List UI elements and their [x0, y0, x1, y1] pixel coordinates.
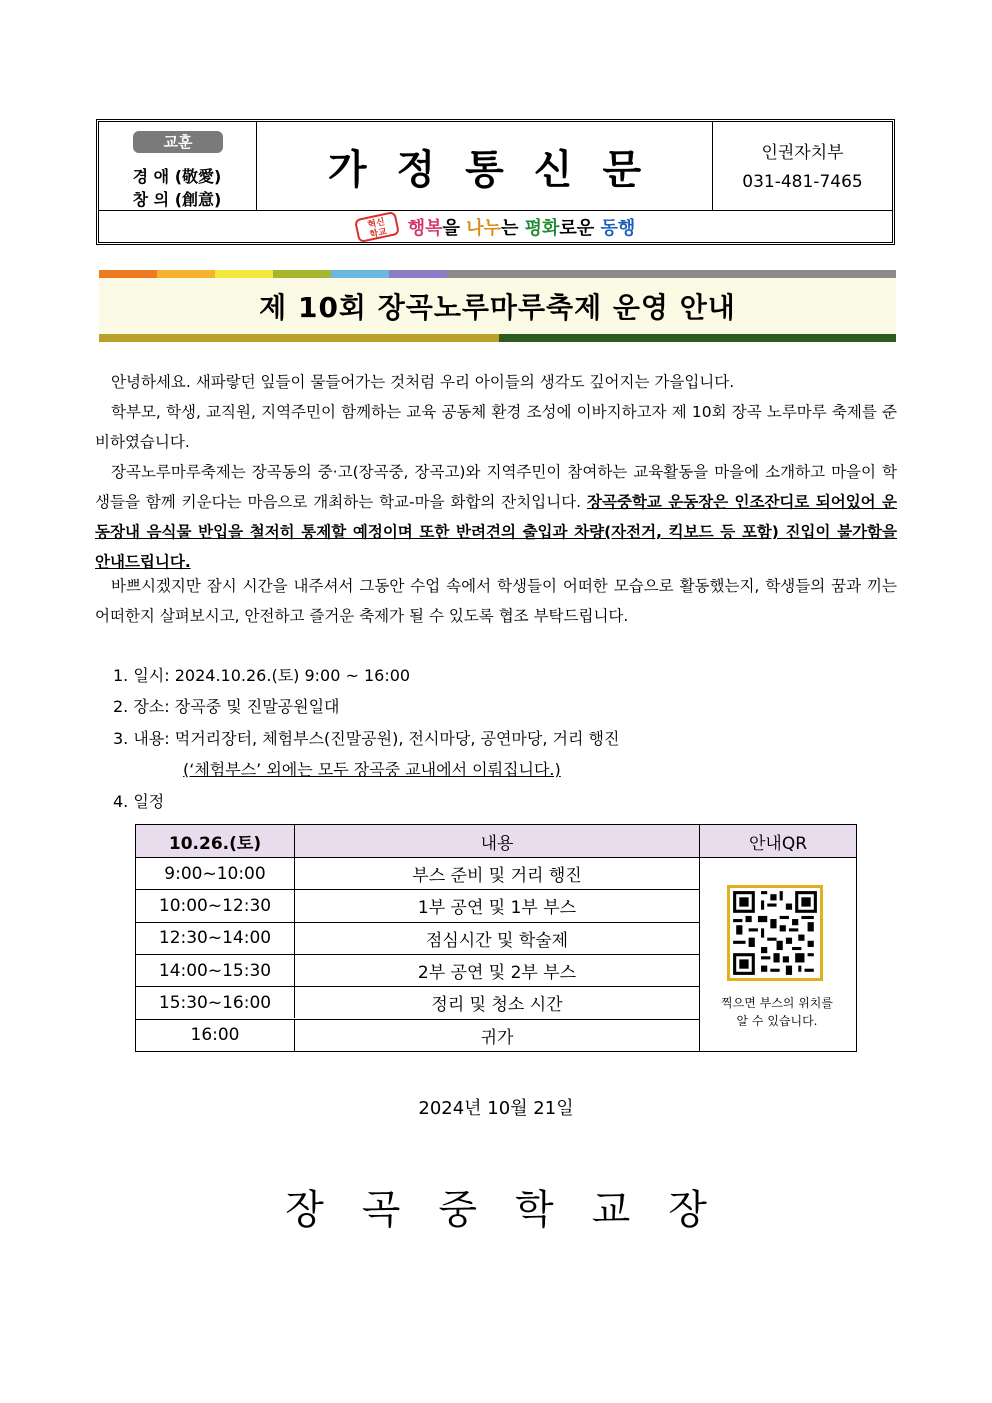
main-title: 제 10회 장곡노루마루축제 운영 안내 [259, 291, 736, 324]
issue-date: 2024년 10월 21일 [418, 1098, 574, 1119]
color-bar-segment [273, 270, 331, 278]
table-cell-time: 12:30~14:00 [136, 922, 294, 954]
table-cell-time: 14:00~15:30 [136, 954, 294, 986]
color-bar-segment [99, 270, 157, 278]
table-header-content: 내용 [294, 825, 699, 857]
table-cell-time: 15:30~16:00 [136, 986, 294, 1018]
table-header-date: 10.26.(토) [136, 825, 294, 857]
table-cell-time: 9:00~10:00 [136, 857, 294, 889]
paragraph-intro: 학부모, 학생, 교직원, 지역주민이 함께하는 교육 공동체 환경 조성에 이바지하고자 제 10회 장곡 노루마루 축제를 준비하였습니다. [95, 403, 897, 451]
bottom-color-bar [99, 334, 896, 342]
slogan-word-1: 행복 [407, 217, 443, 239]
top-color-bar [99, 270, 896, 278]
motto-badge: 교훈 [133, 131, 223, 153]
color-bar-segment [99, 334, 499, 342]
color-bar-segment [157, 270, 215, 278]
main-title-band [99, 278, 896, 334]
color-bar-segment [499, 334, 896, 342]
slogan [408, 214, 635, 240]
table-header-qr: 안내QR [699, 825, 856, 857]
item-date-value: 2024.10.26.(토) 9:00 ~ 16:00 [174, 666, 411, 685]
department-cell [713, 122, 892, 210]
slogan-word-5: 평화 [524, 217, 560, 239]
table-cell-content: 정리 및 청소 시간 [294, 986, 699, 1018]
paragraph-festival-notice: 장곡중학교 운동장은 인조잔디로 되어있어 운동장내 음식물 반입을 철저히 통제할 예정이며 또한 반려견의 출입과 차량(자전거, 킥보드 등 포함) 진입이 불가함을 안내드립니다. [95, 493, 897, 571]
slogan-row [99, 210, 892, 242]
item-content [113, 726, 619, 749]
color-bar-segment [215, 270, 273, 278]
slogan-word-3: 나누 [466, 217, 501, 239]
table-cell-time: 10:00~12:30 [136, 889, 294, 921]
motto-line-1: 경 애 (敬愛) [132, 167, 222, 186]
department-phone: 031-481-7465 [742, 172, 863, 192]
motto-line-2: 창 의 (創意) [132, 190, 222, 209]
slogan-word-2: 을 [442, 217, 467, 239]
newsletter-title: 가정통신문 [327, 146, 672, 193]
principal-signature: 장곡중학교장 [285, 1187, 745, 1233]
paragraph-festival [95, 457, 897, 577]
item-schedule-label: 4. 일정 [113, 792, 165, 811]
color-bar-segment [447, 270, 896, 278]
table-cell-content: 2부 공연 및 2부 부스 [294, 954, 699, 986]
slogan-word-4: 는 [500, 217, 525, 239]
qr-note-line-1: 찍으면 부스의 위치를 [721, 996, 833, 1010]
slogan-word-6: 로운 [559, 217, 601, 239]
item-place-label: 2. 장소: [113, 697, 170, 716]
table-cell-content: 부스 준비 및 거리 행진 [294, 857, 699, 889]
item-place [113, 694, 339, 717]
department-name: 인권자치부 [761, 143, 844, 163]
item-date [113, 663, 410, 686]
qr-note [698, 994, 856, 1030]
newsletter-title-cell [257, 122, 713, 210]
school-motto [99, 122, 257, 210]
slogan-word-7: 동행 [600, 217, 636, 239]
qr-note-line-2: 알 수 있습니다. [736, 1014, 818, 1028]
item-content-note: (‘체험부스’ 외에는 모두 장곡중 교내에서 이뤄집니다.) [183, 760, 561, 779]
table-cell-content: 1부 공연 및 1부 부스 [294, 889, 699, 921]
paragraph-festival-text: 장곡노루마루축제는 장곡동의 중·고(장곡중, 장곡고)와 지역주민이 참여하는 교육활동을 마을에 소개하고 마을이 학생들을 함께 키운다는 마음으로 개최하는 학교-마을 화합의 잔치입니다. [95, 463, 897, 511]
color-bar-segment [331, 270, 389, 278]
paragraph-request: 바쁘시겠지만 잠시 시간을 내주셔서 그동안 수업 속에서 학생들이 어떠한 모습으로 활동했는지, 학생들의 꿈과 끼는 어떠한지 살펴보시고, 안전하고 즐거운 축제가 될 수 있도록 협조 부탁드립니다. [95, 577, 897, 625]
item-place-value: 장곡중 및 진말공원일대 [174, 697, 340, 716]
table-cell-content: 점심시간 및 학술제 [294, 922, 699, 954]
table-cell-time: 16:00 [136, 1019, 294, 1052]
table-cell-content: 귀가 [294, 1019, 699, 1052]
qr-code-icon[interactable] [727, 885, 823, 981]
item-content-label: 3. 내용: [113, 729, 170, 748]
innovation-school-stamp-icon: 혁신 학교 [354, 210, 400, 242]
item-content-value: 먹거리장터, 체험부스(진말공원), 전시마당, 공연마당, 거리 행진 [174, 729, 620, 748]
header-box [96, 119, 895, 245]
paragraph-greeting: 안녕하세요. 새파랗던 잎들이 물들어가는 것처럼 우리 아이들의 생각도 깊어지는 가을입니다. [111, 373, 735, 391]
color-bar-segment [389, 270, 447, 278]
item-date-label: 1. 일시: [113, 666, 170, 685]
